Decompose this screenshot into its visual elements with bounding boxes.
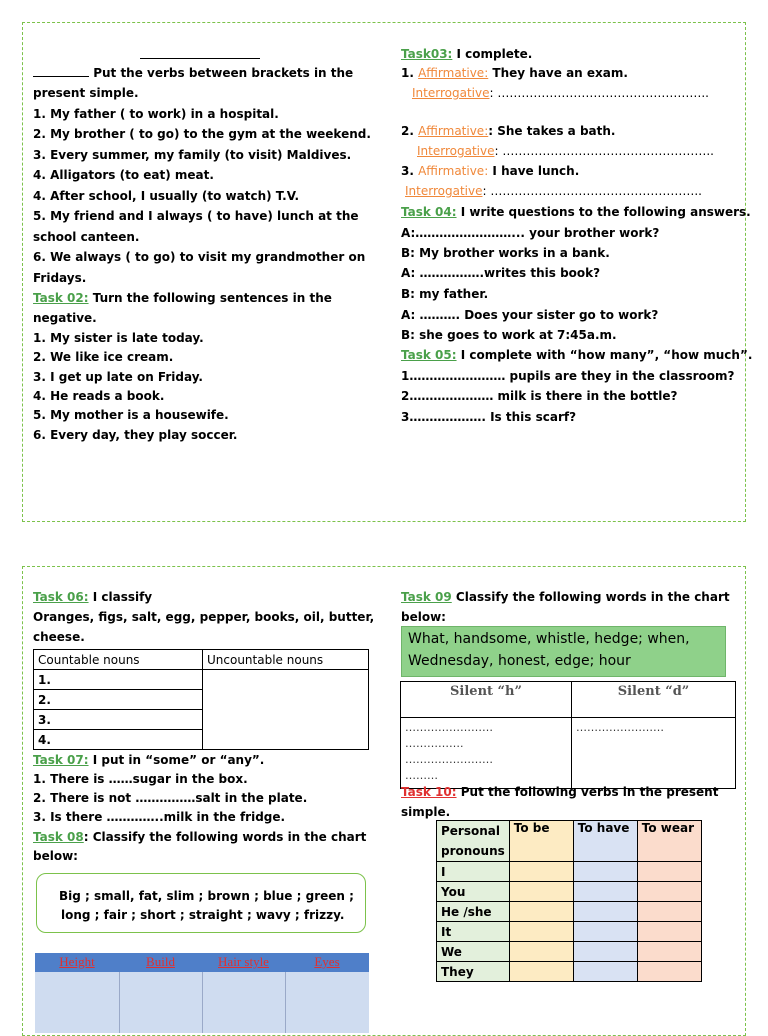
silent-h-cell[interactable]: …………………… ……………. …………………… ……… bbox=[401, 718, 572, 789]
task4-item: B: my father. bbox=[401, 287, 489, 301]
answer-cell[interactable] bbox=[509, 902, 573, 922]
answer-cell[interactable] bbox=[573, 962, 637, 982]
title-blank bbox=[140, 58, 260, 59]
task5-heading: Task 05: I complete with “how many”, “how much”. bbox=[401, 348, 753, 362]
task1-item: 1. My father ( to work) in a hospital. bbox=[33, 107, 279, 121]
task3-affirmative-2: 2. Affirmative:: She takes a bath. bbox=[401, 124, 616, 138]
task3-interrogative-3: Interrogative: …………………………………………….. bbox=[405, 184, 702, 198]
pronoun-cell: We bbox=[437, 942, 510, 962]
task7-item: 3. Is there …………..milk in the fridge. bbox=[33, 810, 286, 824]
uncountable-header: Uncountable nouns bbox=[203, 650, 369, 670]
task9-word-box: What, handsome, whistle, hedge; when, Wednesday, honest, edge; hour bbox=[401, 626, 726, 677]
task3-interrogative-2: Interrogative: …………………………………………….. bbox=[417, 144, 714, 158]
task1-item: 5. My friend and I always ( to have) lunch at the bbox=[33, 209, 359, 223]
task1-item: 4. Alligators (to eat) meat. bbox=[33, 168, 214, 182]
task2-heading: Task 02: Turn the following sentences in the bbox=[33, 291, 332, 305]
nouns-table bbox=[33, 649, 369, 750]
table-cell: 4. bbox=[34, 730, 203, 750]
pronoun-cell: I bbox=[437, 862, 510, 882]
word-box: Big ; small, fat, slim ; brown ; blue ; green ; long ; fair ; short ; straight ; wavy ; frizzy. bbox=[36, 873, 366, 933]
answer-cell[interactable] bbox=[637, 962, 701, 982]
height-header: Height bbox=[59, 954, 95, 969]
task7-item: 1. There is ……sugar in the box. bbox=[33, 772, 248, 786]
uncountable-cell[interactable] bbox=[203, 670, 369, 750]
answer-cell[interactable] bbox=[509, 942, 573, 962]
to-be-header: To be bbox=[509, 821, 573, 862]
table-cell: 3. bbox=[34, 710, 203, 730]
countable-header: Countable nouns bbox=[34, 650, 203, 670]
task1-item: 3. Every summer, my family (to visit) Maldives. bbox=[33, 148, 352, 162]
build-header: Build bbox=[146, 954, 175, 969]
to-wear-header: To wear bbox=[637, 821, 701, 862]
task2-item: 2. We like ice cream. bbox=[33, 350, 174, 364]
task4-item: B: she goes to work at 7:45a.m. bbox=[401, 328, 617, 342]
task1-item: 4. After school, I usually (to watch) T.V. bbox=[33, 189, 299, 203]
silent-d-header: Silent “d” bbox=[572, 682, 736, 718]
table-cell: 2. bbox=[34, 690, 203, 710]
task3-label: Task03: bbox=[401, 47, 453, 61]
task9-label: Task 09 bbox=[401, 590, 452, 604]
answer-cell[interactable] bbox=[637, 902, 701, 922]
answer-cell[interactable] bbox=[509, 922, 573, 942]
task5-item: 3………………. Is this scarf? bbox=[401, 410, 577, 424]
task5-item: 2………………… milk is there in the bottle? bbox=[401, 389, 678, 403]
task4-heading: Task 04: I write questions to the following answers. bbox=[401, 205, 751, 219]
task4-item: B: My brother works in a bank. bbox=[401, 246, 610, 260]
task6-label: Task 06: bbox=[33, 590, 89, 604]
table-cell: 1. bbox=[34, 670, 203, 690]
task2-item: 6. Every day, they play soccer. bbox=[33, 428, 238, 442]
task1-instruction: Put the verbs between brackets in the bbox=[33, 65, 353, 81]
task1-blank bbox=[33, 76, 89, 77]
pronoun-cell: They bbox=[437, 962, 510, 982]
silent-letters-table bbox=[400, 681, 736, 789]
task7-heading: Task 07: I put in “some” or “any”. bbox=[33, 753, 265, 767]
answer-cell[interactable] bbox=[637, 882, 701, 902]
task1-instruction-2: present simple. bbox=[33, 86, 139, 100]
task8-heading-2: below: bbox=[33, 849, 78, 863]
answer-cell[interactable] bbox=[637, 922, 701, 942]
task1-item: 2. My brother ( to go) to the gym at the weekend. bbox=[33, 127, 371, 141]
answer-cell[interactable] bbox=[573, 922, 637, 942]
pronouns-header: Personal pronouns bbox=[437, 821, 510, 862]
task3-affirmative-1: 1. Affirmative: They have an exam. bbox=[401, 66, 628, 80]
pronoun-cell: You bbox=[437, 882, 510, 902]
task4-item: A:……………………... your brother work? bbox=[401, 226, 660, 240]
task1-item: 6. We always ( to go) to visit my grandmother on bbox=[33, 250, 366, 264]
task8-label: Task 08 bbox=[33, 830, 84, 844]
silent-d-cell[interactable]: …………………… bbox=[572, 718, 736, 789]
answer-cell[interactable] bbox=[637, 862, 701, 882]
task1-item: school canteen. bbox=[33, 230, 140, 244]
task2-item: 1. My sister is late today. bbox=[33, 331, 204, 345]
answer-cell[interactable] bbox=[637, 942, 701, 962]
task10-label: Task 10: bbox=[401, 785, 457, 799]
task8-heading: Task 08: Classify the following words in the chart bbox=[33, 830, 367, 844]
task5-label: Task 05: bbox=[401, 348, 457, 362]
task3-interrogative-1: Interrogative: …………………………………………….. bbox=[412, 86, 709, 100]
task3-heading: Task03: I complete. bbox=[401, 47, 533, 61]
task2-label: Task 02: bbox=[33, 291, 89, 305]
answer-cell[interactable] bbox=[509, 862, 573, 882]
conjugation-table bbox=[436, 820, 702, 982]
task7-label: Task 07: bbox=[33, 753, 89, 767]
task3-affirmative-3: 3. Affirmative: I have lunch. bbox=[401, 164, 580, 178]
task4-label: Task 04: bbox=[401, 205, 457, 219]
task6-heading: Task 06: I classify bbox=[33, 590, 153, 604]
task2-heading-2: negative. bbox=[33, 311, 97, 325]
to-have-header: To have bbox=[573, 821, 637, 862]
task10-heading-2: simple. bbox=[401, 805, 451, 819]
task9-heading: Task 09 Classify the following words in the chart bbox=[401, 590, 730, 604]
task4-item: A: …………….writes this book? bbox=[401, 266, 601, 280]
task4-item: A: ………. Does your sister go to work? bbox=[401, 308, 659, 322]
features-chart bbox=[35, 953, 369, 1033]
hair-style-header: Hair style bbox=[218, 954, 269, 969]
silent-h-header: Silent “h” bbox=[401, 682, 572, 718]
pronoun-cell: It bbox=[437, 922, 510, 942]
answer-cell[interactable] bbox=[573, 942, 637, 962]
answer-cell[interactable] bbox=[573, 862, 637, 882]
task9-heading-2: below: bbox=[401, 610, 446, 624]
answer-cell[interactable] bbox=[573, 882, 637, 902]
pronoun-cell: He /she bbox=[437, 902, 510, 922]
task7-item: 2. There is not ……………salt in the plate. bbox=[33, 791, 308, 805]
task6-words: Oranges, figs, salt, egg, pepper, books, oil, butter, bbox=[33, 610, 375, 624]
task2-item: 5. My mother is a housewife. bbox=[33, 408, 229, 422]
task2-item: 3. I get up late on Friday. bbox=[33, 370, 203, 384]
task5-item: 1…………………… pupils are they in the classroom? bbox=[401, 369, 735, 383]
task2-item: 4. He reads a book. bbox=[33, 389, 165, 403]
task10-heading: Task 10: Put the following verbs in the present bbox=[401, 785, 719, 799]
answer-cell[interactable] bbox=[509, 882, 573, 902]
task1-item: Fridays. bbox=[33, 271, 87, 285]
eyes-header: Eyes bbox=[314, 954, 340, 969]
task6-words-2: cheese. bbox=[33, 630, 85, 644]
answer-cell[interactable] bbox=[509, 962, 573, 982]
answer-cell[interactable] bbox=[573, 902, 637, 922]
